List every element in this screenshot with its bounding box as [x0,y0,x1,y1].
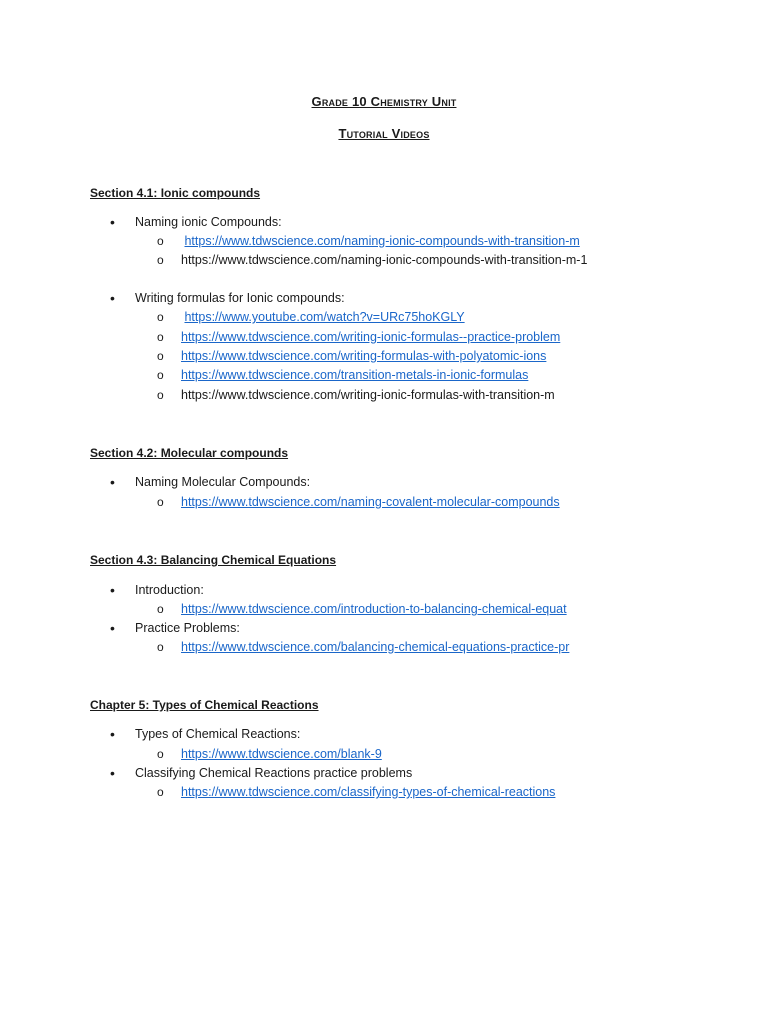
section-heading-chapter-5: Chapter 5: Types of Chemical Reactions [90,698,319,712]
bullet-label: Naming ionic Compounds: [135,215,282,229]
bullet-naming-ionic [110,213,282,231]
link-item [157,251,587,269]
sub-bullet-icon: o [157,388,164,402]
document-subtitle: Tutorial Videos [338,126,430,141]
link-item[interactable] [157,783,555,801]
plain-url: https://www.tdwscience.com/naming-ionic-compounds-with-transition-m-1 [181,253,588,267]
link-item[interactable] [157,600,567,618]
sub-bullet-icon: o [157,368,164,382]
sub-bullet-icon: o [157,310,164,324]
link-item[interactable] [157,347,546,365]
sub-bullet-icon: o [157,785,164,799]
link-item[interactable] [157,493,560,511]
bullet-label: Classifying Chemical Reactions practice problems [135,766,413,780]
link[interactable]: https://www.tdwscience.com/classifying-types-of-chemical-reactions [181,785,556,799]
sub-bullet-icon: o [157,640,164,654]
sub-bullet-icon: o [157,234,164,248]
sub-bullet-icon: o [157,747,164,761]
link-item[interactable] [157,366,528,384]
bullet-icon: • [110,290,115,306]
link[interactable]: https://www.tdwscience.com/introduction-to-balancing-chemical-equat [181,602,567,616]
bullet-icon: • [110,214,115,230]
link[interactable]: https://www.tdwscience.com/naming-ionic-compounds-with-transition-m [184,234,580,248]
bullet-icon: • [110,474,115,490]
sub-bullet-icon: o [157,602,164,616]
link-item [157,386,555,404]
link[interactable]: https://www.tdwscience.com/transition-metals-in-ionic-formulas [181,368,529,382]
link[interactable]: https://www.tdwscience.com/naming-covalent-molecular-compounds [181,495,560,509]
link-item[interactable] [157,328,560,346]
bullet-label: Writing formulas for Ionic compounds: [135,291,345,305]
bullet-practice-problems [110,619,240,637]
bullet-writing-formulas [110,289,345,307]
bullet-label: Types of Chemical Reactions: [135,727,301,741]
link[interactable]: https://www.tdwscience.com/writing-ionic-formulas--practice-problem [181,330,561,344]
bullet-naming-molecular [110,473,310,491]
bullet-classifying-reactions [110,764,412,782]
bullet-label: Practice Problems: [135,621,240,635]
link[interactable]: https://www.tdwscience.com/blank-9 [181,747,382,761]
sub-bullet-icon: o [157,253,164,267]
link[interactable]: https://www.youtube.com/watch?v=URc75hoKGLY [184,310,465,324]
section-heading-4-1: Section 4.1: Ionic compounds [90,186,261,200]
link[interactable]: https://www.tdwscience.com/balancing-chemical-equations-practice-pr [181,640,570,654]
link-item[interactable] [157,308,465,326]
bullet-label: Introduction: [135,583,204,597]
sub-bullet-icon: o [157,330,164,344]
plain-url: https://www.tdwscience.com/writing-ionic-formulas-with-transition-m [181,388,555,402]
sub-bullet-icon: o [157,495,164,509]
bullet-types-of-reactions [110,725,300,743]
link-item[interactable] [157,638,569,656]
link[interactable]: https://www.tdwscience.com/writing-formulas-with-polyatomic-ions [181,349,547,363]
section-heading-4-2: Section 4.2: Molecular compounds [90,446,289,460]
bullet-icon: • [110,765,115,781]
bullet-icon: • [110,620,115,636]
sub-bullet-icon: o [157,349,164,363]
section-heading-4-3: Section 4.3: Balancing Chemical Equations [90,553,337,567]
bullet-icon: • [110,726,115,742]
document-title: Grade 10 Chemistry Unit [311,94,457,109]
link-item[interactable] [157,745,382,763]
bullet-introduction [110,581,204,599]
bullet-icon: • [110,582,115,598]
bullet-label: Naming Molecular Compounds: [135,475,311,489]
link-item[interactable] [157,232,580,250]
